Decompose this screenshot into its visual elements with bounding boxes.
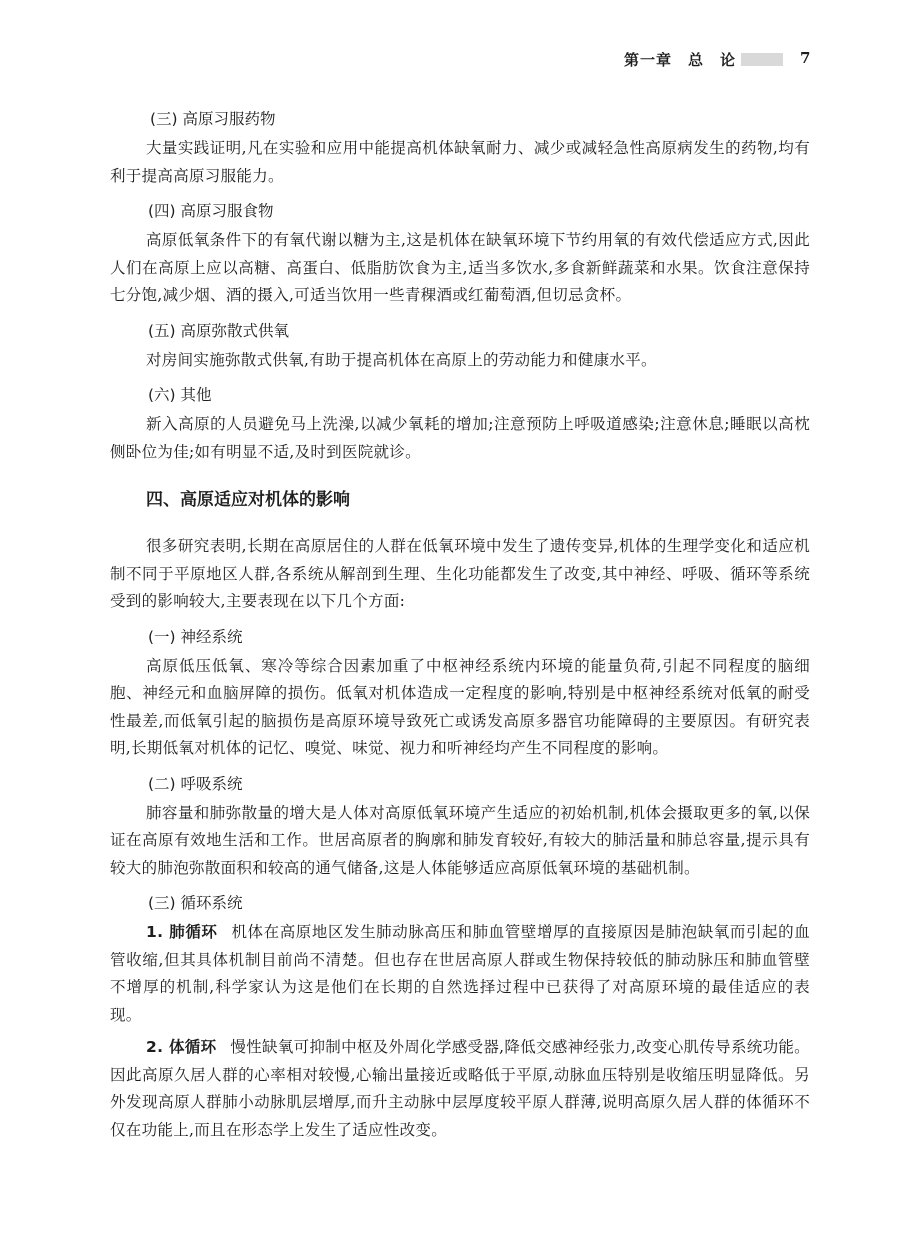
paragraph-systemic-circulation <box>110 1034 810 1144</box>
section-heading-adaptation-effects: 四、高原适应对机体的影响 <box>146 490 350 510</box>
paragraph: 肺容量和肺弥散量的增大是人体对高原低氧环境产生适应的初始机制,机体会摄取更多的氧,以保证在高原有效地生活和工作。世居高原者的胸廓和肺发育较好,有较大的肺活量和肺总容量,提示具有较大的肺泡弥散面积和较高的通气储备,这是人体能够适应高原低氧环境的基础机制。 <box>110 803 810 877</box>
page-body <box>110 103 810 1149</box>
paragraph: 新入高原的人员避免马上洗澡,以减少氧耗的增加;注意预防上呼吸道感染;注意休息;睡眠以高枕侧卧位为佳;如有明显不适,及时到医院就诊。 <box>110 415 810 461</box>
running-header <box>0 49 900 71</box>
paragraph: 大量实践证明,凡在实验和应用中能提高机体缺氧耐力、减少或减轻急性高原病发生的药物,均有利于提高高原习服能力。 <box>110 139 810 185</box>
subheading-respiratory-system: (二) 呼吸系统 <box>148 774 243 793</box>
subheading-acclimatization-drugs: (三) 高原习服药物 <box>150 110 276 128</box>
item-text: 慢性缺氧可抑制中枢及外周化学感受器,降低交感神经张力,改变心肌传导系统功能。因此高原久居人群的心率相对较慢,心输出量接近或略低于平原,动脉血压特别是收缩压明显降低。另外发现高原人群肺小动脉肌层增厚,而升主动脉中层厚度较平原人群薄,说明高原久居人群的体循环不仅在功能上,而且在形态学上发生了适应性改变。 <box>110 1038 810 1139</box>
header-bar <box>741 53 783 66</box>
subheading-other: (六) 其他 <box>148 386 212 404</box>
paragraph: 高原低氧条件下的有氧代谢以糖为主,这是机体在缺氧环境下节约用氧的有效代偿适应方式,因此人们在高原上应以高糖、高蛋白、低脂肪饮食为主,适当多饮水,多食新鲜蔬菜和水果。饮食注意保持七分饱,减少烟、酒的摄入,可适当饮用一些青稞酒或红葡萄酒,但切忌贪杯。 <box>110 231 810 304</box>
paragraph: 高原低压低氧、寒冷等综合因素加重了中枢神经系统内环境的能量负荷,引起不同程度的脑细胞、神经元和血脑屏障的损伤。低氧对机体造成一定程度的影响,特别是中枢神经系统对低氧的耐受性最差,而低氧引起的脑损伤是高原环境导致死亡或诱发高原多器官功能障碍的主要原因。有研究表明,长期低氧对机体的记忆、嗅觉、味觉、视力和听神经均产生不同程度的影响。 <box>110 656 810 757</box>
item-label: 1. 肺循环 <box>146 923 218 941</box>
subheading-circulatory-system: (三) 循环系统 <box>148 894 243 912</box>
page-number: 7 <box>800 49 811 67</box>
paragraph: 很多研究表明,长期在高原居住的人群在低氧环境中发生了遗传变异,机体的生理学变化和适应机制不同于平原地区人群,各系统从解剖到生理、生化功能都发生了改变,其中神经、呼吸、循环等系统受到的影响较大,主要表现在以下几个方面: <box>110 537 810 610</box>
subheading-diffuse-oxygen: (五) 高原弥散式供氧 <box>148 321 290 340</box>
paragraph-pulmonary-circulation <box>110 919 810 1029</box>
paragraph: 对房间实施弥散式供氧,有助于提高机体在高原上的劳动能力和健康水平。 <box>146 350 657 369</box>
chapter-title: 第一章 总 论 <box>624 51 737 69</box>
subheading-acclimatization-food: (四) 高原习服食物 <box>148 202 274 220</box>
item-label: 2. 体循环 <box>146 1038 217 1056</box>
item-text: 机体在高原地区发生肺动脉高压和肺血管壁增厚的直接原因是肺泡缺氧而引起的血管收缩,但其具体机制目前尚不清楚。但也存在世居高原人群或生物保持较低的肺动脉压和肺血管壁不增厚的机制,科学家认为这是他们在长期的自然选择过程中已获得了对高原环境的最佳适应的表现。 <box>110 923 810 1024</box>
subheading-nervous-system: (一) 神经系统 <box>148 627 243 646</box>
